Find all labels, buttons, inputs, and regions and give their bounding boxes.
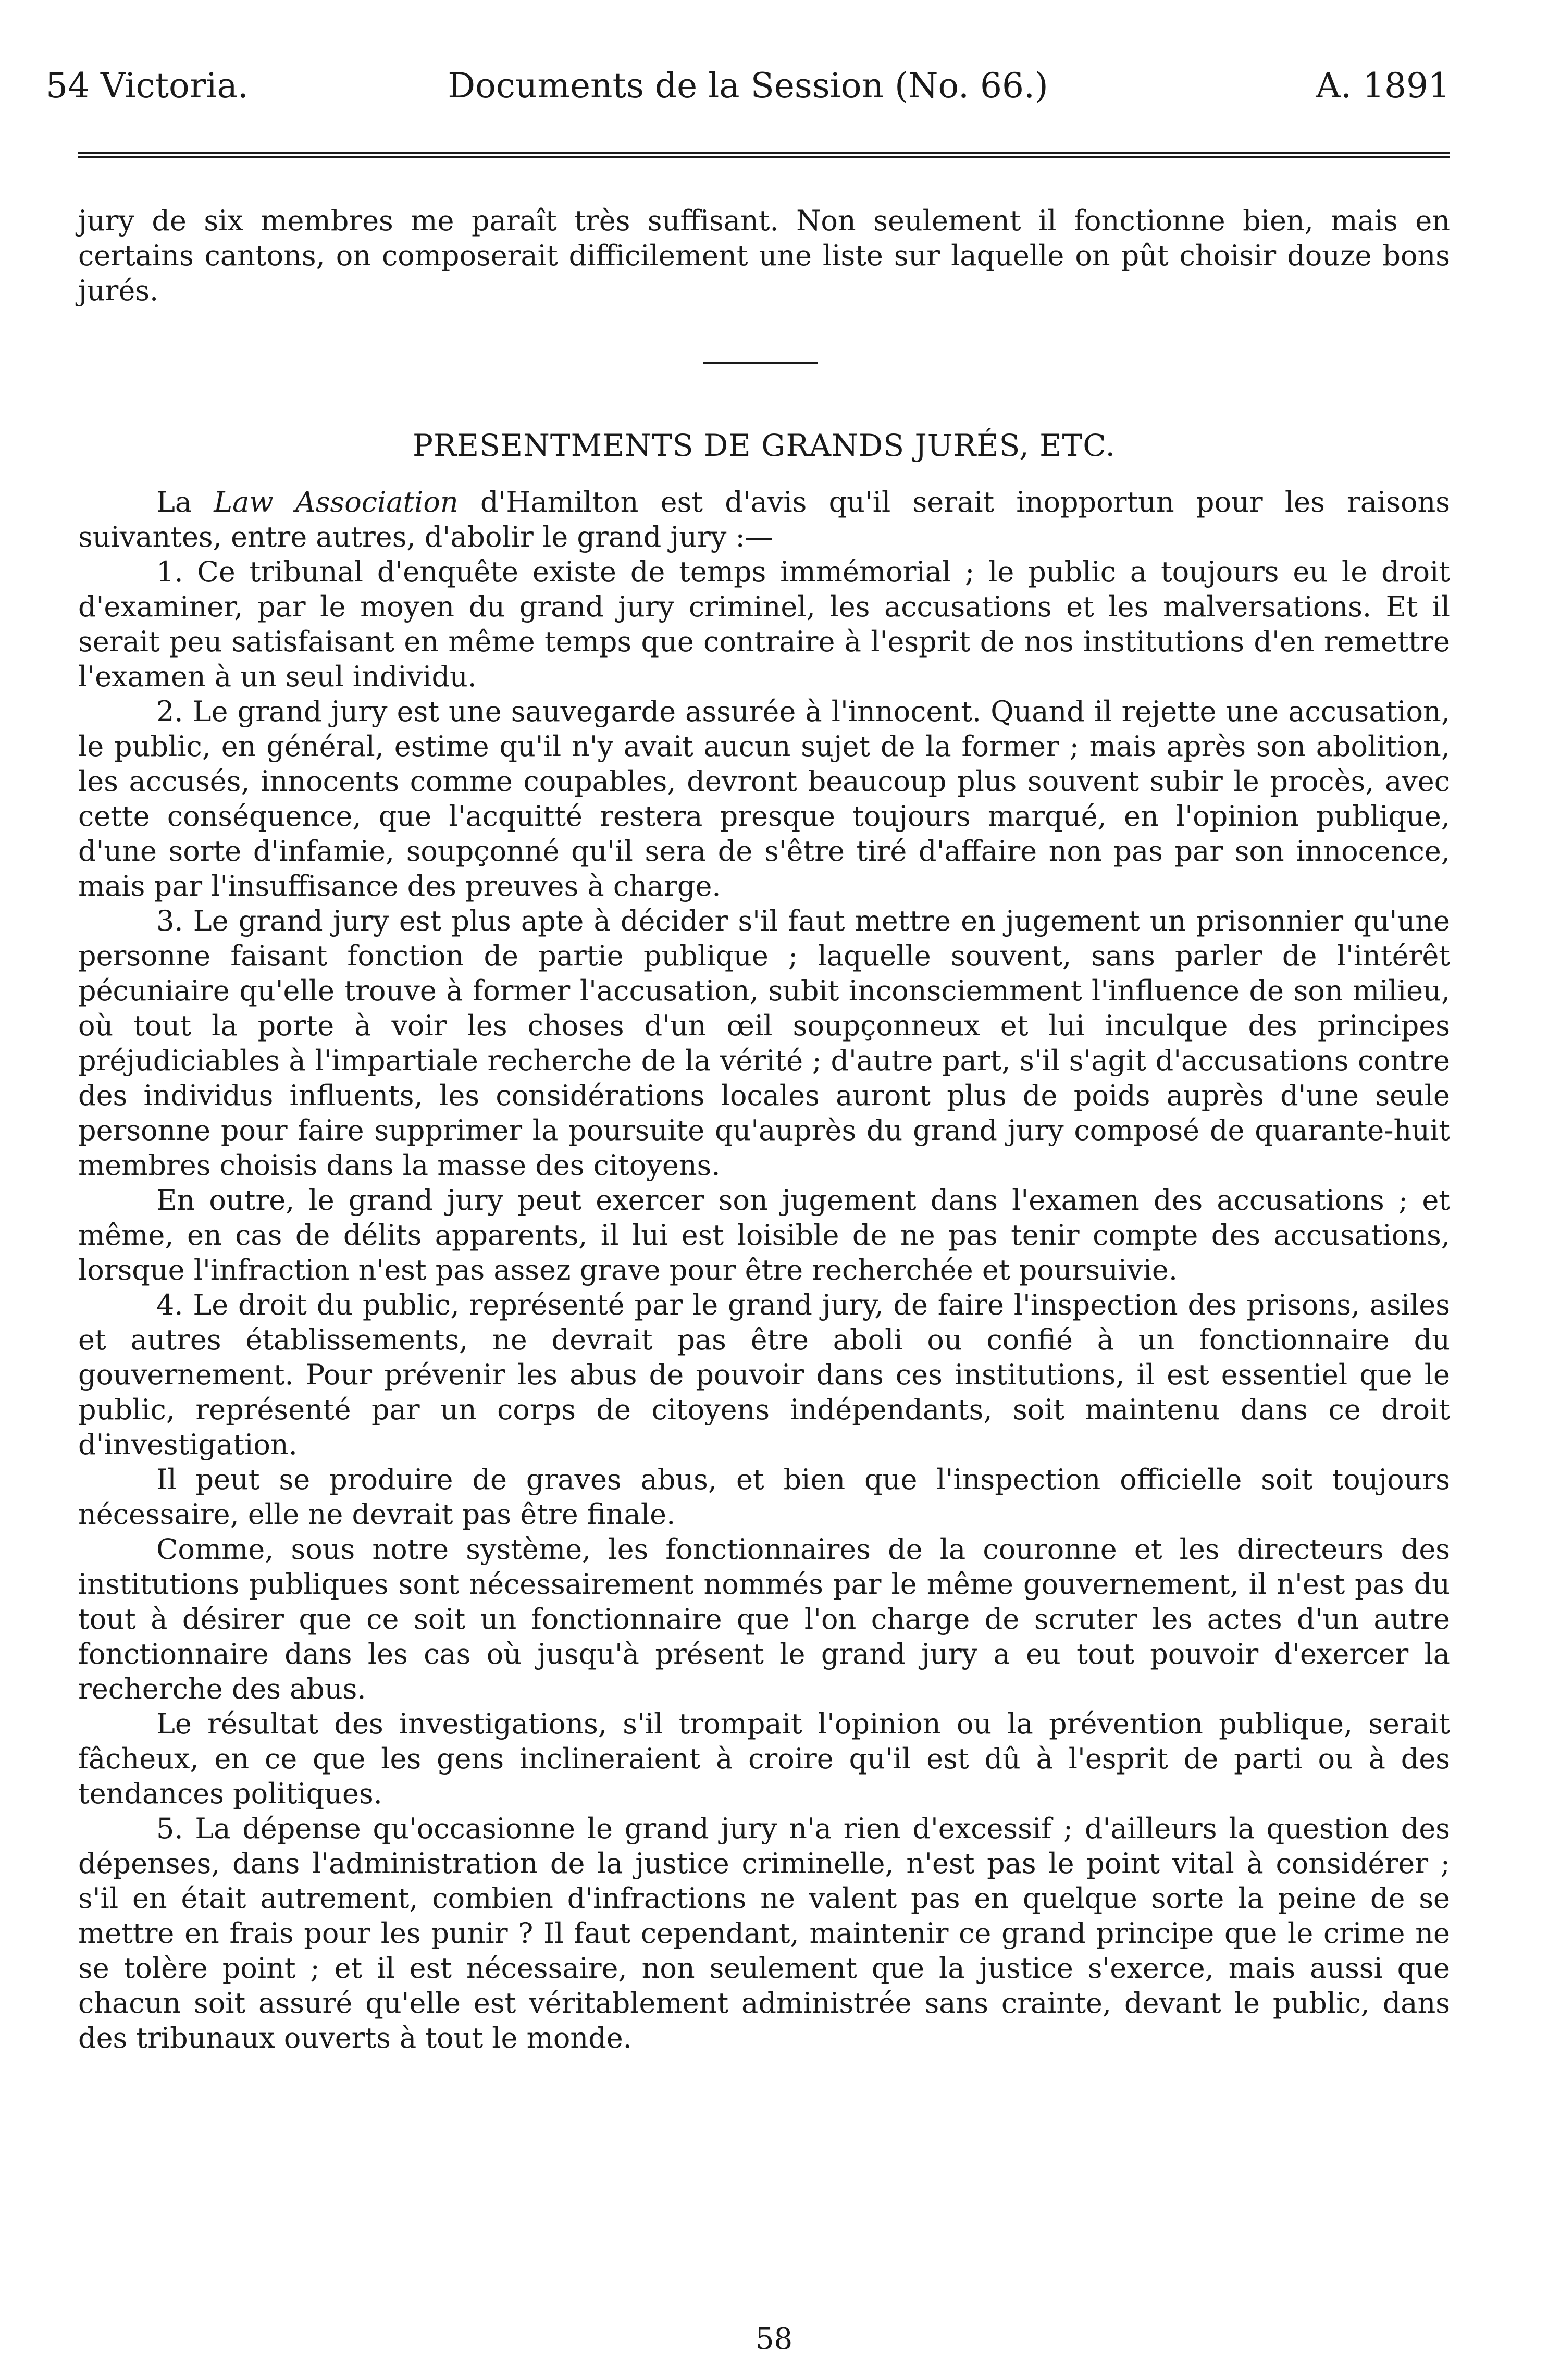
header-year: A. 1891 xyxy=(1316,66,1450,106)
header-document-title: Documents de la Session (No. 66.) xyxy=(448,66,1048,106)
section-divider xyxy=(703,362,818,364)
opening-italic: Law Association xyxy=(214,486,459,518)
page-number: 58 xyxy=(755,2322,793,2356)
header-volume: 54 Victoria. xyxy=(46,66,249,106)
header-double-rule xyxy=(78,152,1450,158)
paragraph-text: Le droit du public, représenté par le grand jury, de faire l'inspection des prisons, asiles et autres établissements, ne devrait pas être aboli ou confié à un fonctionnaire du gouvernement. Pour prévenir les abus de pouvoir dans ces institutions, il est essentiel que le public, représenté par un corps de citoyens indépendants, soit maintenu dans ce droit d'investigation. xyxy=(78,1288,1451,1461)
opening-paragraph xyxy=(78,485,1450,554)
body-paragraph xyxy=(78,1706,1450,1811)
running-head xyxy=(46,57,1450,115)
paragraph-text: La dépense qu'occasionne le grand jury n'a rien d'excessif ; d'ailleurs la question des dépenses, dans l'administration de la justice criminelle, n'est pas le point vital à considérer ; s'il en était autrement, combien d'infractions ne valent pas en quelque sorte la peine de se mettre en frais pour les punir ? Il faut cependant, maintenir ce grand principe que le crime ne se tolère point ; et il est nécessaire, non seulement que la justice s'exerce, mais aussi que chacun soit assuré qu'elle est véritablement administrée sans crainte, devant le public, dans des tribunaux ouverts à tout le monde. xyxy=(78,1812,1450,2054)
paragraph-text: Le grand jury est plus apte à décider s'il faut mettre en jugement un prisonnier qu'une personne faisant fonction de partie publique ; laquelle souvent, sans parler de l'intérêt pécuniaire qu'elle trouve à former l'accusation, subit inconsciemment l'influence de son milieu, où tout la porte à voir les choses d'un œil soupçonneux et lui inculque des principes préjudiciables à l'impartiale recherche de la vérité ; d'autre part, s'il s'agit d'accusations contre des individus influents, les considérations locales auront plus de poids auprès d'une seule personne pour faire supprimer la poursuite qu'auprès du grand jury composé de quarante-huit membres choisis dans la masse des citoyens. xyxy=(78,904,1450,1182)
paragraph-number: 3. xyxy=(156,904,183,937)
paragraph-number: 1. xyxy=(156,555,183,588)
body-paragraph xyxy=(78,554,1450,694)
body-text xyxy=(78,485,1450,2055)
paragraph-text: Le résultat des investigations, s'il trompait l'opinion ou la prévention publique, serait fâcheux, en ce que les gens inclineraient à croire qu'il est dû à l'esprit de parti ou à des tendances politiques. xyxy=(78,1707,1450,1810)
body-paragraph xyxy=(78,1287,1450,1462)
paragraph-number: 4. xyxy=(156,1288,183,1321)
body-paragraph xyxy=(78,1183,1450,1287)
paragraph-number: 2. xyxy=(156,695,183,728)
paragraph-text: Il peut se produire de graves abus, et bien que l'inspection officielle soit toujours nécessaire, elle ne devrait pas être finale. xyxy=(78,1463,1450,1531)
opening-after: d'Hamilton est d'avis qu'il serait inopportun pour les raisons suivantes, entre autres, d'abolir le grand jury :— xyxy=(78,486,1451,553)
paragraph-number: 5. xyxy=(156,1812,183,1845)
opening-before: La xyxy=(156,486,214,518)
intro-paragraph: jury de six membres me paraît très suffisant. Non seulement il fonctionne bien, mais en certains cantons, on composerait difficilement une liste sur laquelle on pût choisir douze bons jurés. xyxy=(78,204,1450,307)
paragraph-text: Comme, sous notre système, les fonctionnaires de la couronne et les directeurs des institutions publiques sont nécessairement nommés par le même gouvernement, il n'est pas du tout à désirer que ce soit un fonctionnaire que l'on charge de scruter les actes d'un autre fonctionnaire dans les cas où jusqu'à présent le grand jury a eu tout pouvoir d'exercer la recherche des abus. xyxy=(78,1533,1450,1705)
body-paragraph xyxy=(78,1532,1450,1706)
paragraph-text: En outre, le grand jury peut exercer son jugement dans l'examen des accusations ; et même, en cas de délits apparents, il lui est loisible de ne pas tenir compte des accusations, lorsque l'infraction n'est pas assez grave pour être recherchée et poursuivie. xyxy=(78,1184,1450,1286)
body-paragraph xyxy=(78,1462,1450,1532)
body-paragraph xyxy=(78,694,1450,903)
body-paragraph xyxy=(78,1811,1450,2055)
paragraph-list xyxy=(78,554,1450,2055)
paragraph-text: Le grand jury est une sauvegarde assurée à l'innocent. Quand il rejette une accusation, le public, en général, estime qu'il n'y avait aucun sujet de la former ; mais après son abolition, les accusés, innocents comme coupables, devront beaucoup plus souvent subir le procès, avec cette conséquence, que l'acquitté restera presque toujours marqué, en l'opinion publique, d'une sorte d'infamie, soupçonné qu'il sera de s'être tiré d'affaire non pas par son innocence, mais par l'insuffisance des preuves à charge. xyxy=(78,695,1450,902)
paragraph-text: Ce tribunal d'enquête existe de temps immémorial ; le public a toujours eu le droit d'examiner, par le moyen du grand jury criminel, les accusations et les malversations. Et il serait peu satisfaisant en même temps que contraire à l'esprit de nos institutions d'en remettre l'examen à un seul individu. xyxy=(78,555,1451,693)
section-title: PRESENTMENTS DE GRANDS JURÉS, ETC. xyxy=(413,428,1116,463)
body-paragraph xyxy=(78,903,1450,1183)
